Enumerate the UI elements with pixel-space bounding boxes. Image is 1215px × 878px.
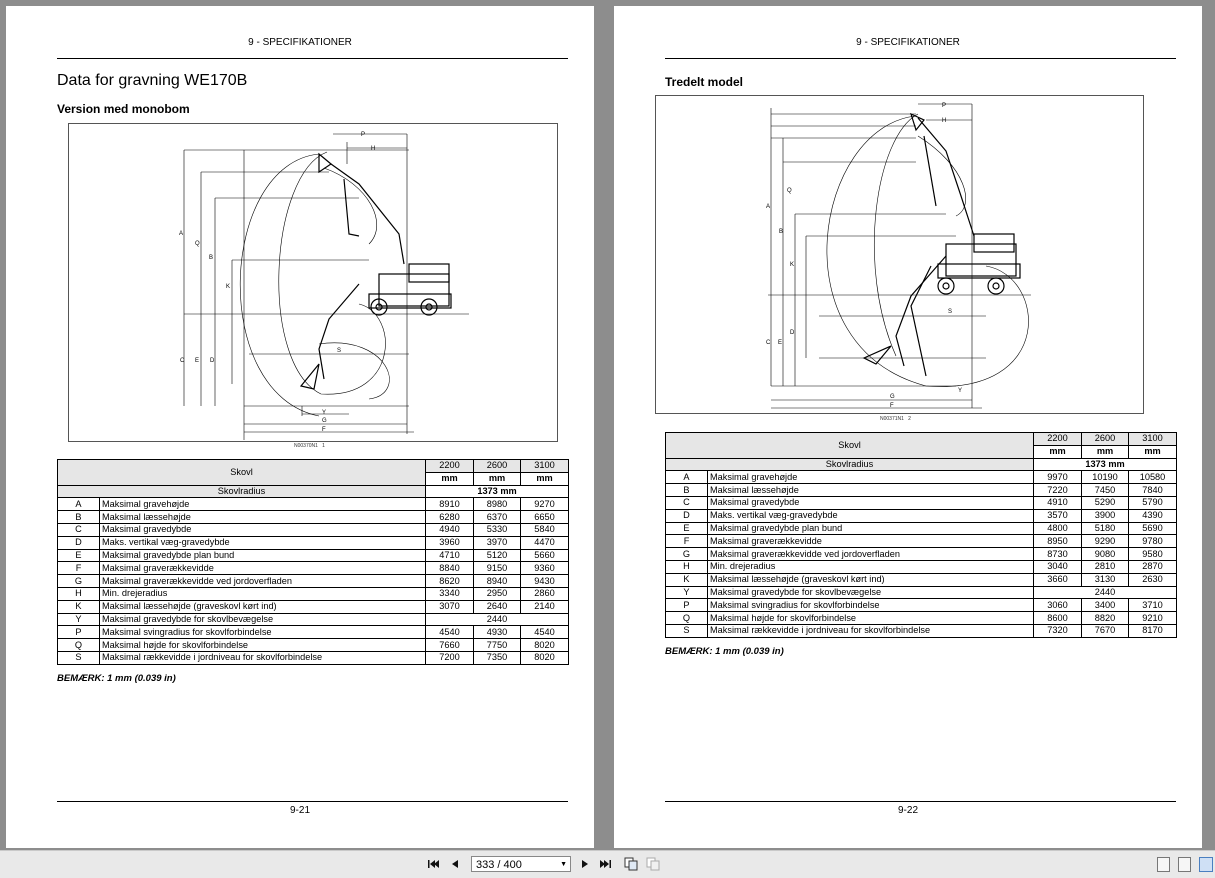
dimension-value: 8600 <box>1034 612 1082 625</box>
dimension-description: Maks. vertikal væg-gravedybde <box>708 509 1034 522</box>
dimension-description: Maksimal graverækkevidde <box>100 562 426 575</box>
dimension-key: S <box>58 651 100 664</box>
svg-text:H: H <box>942 118 947 124</box>
dimension-description: Maksimal svingradius for skovlforbindelse <box>708 599 1034 612</box>
svg-text:D: D <box>210 358 215 364</box>
dimension-key: Y <box>666 586 708 599</box>
continuous-view-icon[interactable] <box>1178 857 1191 872</box>
dimension-description: Maksimal rækkevidde i jordniveau for skovlforbindelse <box>100 651 426 664</box>
dimension-value: 7450 <box>1082 484 1129 497</box>
header-rule <box>57 58 568 59</box>
dimension-value: 4930 <box>474 626 521 639</box>
table-header-row <box>666 433 1177 446</box>
footnote: BEMÆRK: 1 mm (0.039 in) <box>665 646 784 657</box>
dimension-value: 9150 <box>474 562 521 575</box>
svg-text:Y: Y <box>958 388 963 394</box>
page-indicator-select[interactable] <box>471 856 571 872</box>
dimension-key: Y <box>58 613 100 626</box>
dimension-value: 8020 <box>521 639 569 652</box>
dimension-description: Maksimal graverækkevidde ved jordoverfladen <box>100 575 426 588</box>
dimension-key: Q <box>58 639 100 652</box>
bucket-size-header: 2200 <box>426 460 474 473</box>
unit-cell: mm <box>1034 445 1082 458</box>
table-row <box>58 562 569 575</box>
dimension-value: 2440 <box>426 613 569 626</box>
dimension-description: Maksimal gravedybde for skovlbevægelse <box>100 613 426 626</box>
table-row <box>58 587 569 600</box>
dimension-value: 7750 <box>474 639 521 652</box>
dimension-value: 3060 <box>1034 599 1082 612</box>
dimension-value: 8940 <box>474 575 521 588</box>
dimension-value: 4390 <box>1129 509 1177 522</box>
table-row <box>58 651 569 664</box>
dimension-value: 2810 <box>1082 560 1129 573</box>
dimension-value: 6370 <box>474 511 521 524</box>
svg-text:S: S <box>948 309 953 315</box>
dimension-value: 9360 <box>521 562 569 575</box>
svg-text:G: G <box>322 418 327 424</box>
footer-rule <box>57 801 568 802</box>
dimension-value: 4540 <box>521 626 569 639</box>
dimension-description: Maksimal gravedybde <box>100 523 426 536</box>
dimension-value: 3960 <box>426 536 474 549</box>
page-number: 9-21 <box>289 805 310 816</box>
running-header: 9 - SPECIFIKATIONER <box>856 37 960 48</box>
svg-text:A: A <box>179 231 184 237</box>
dimension-value: 9780 <box>1129 535 1177 548</box>
table-row <box>666 496 1177 509</box>
dimension-key: D <box>666 509 708 522</box>
section-heading: Tredelt model <box>665 75 744 89</box>
dimension-value: 6280 <box>426 511 474 524</box>
svg-text:F: F <box>322 427 326 433</box>
dimension-value: 3660 <box>1034 573 1082 586</box>
table-row <box>666 535 1177 548</box>
dimension-key: Q <box>666 612 708 625</box>
excavator-diagram-three-piece <box>655 95 1144 414</box>
page-number: 9-22 <box>897 805 918 816</box>
dimension-description: Min. drejeradius <box>100 587 426 600</box>
page-9-21 <box>6 6 594 848</box>
dimension-value: 9970 <box>1034 471 1082 484</box>
dimension-key: F <box>58 562 100 575</box>
single-page-view-icon[interactable] <box>1157 857 1170 872</box>
unit-cell: mm <box>1129 445 1177 458</box>
figure-caption: N00371N1 2 <box>880 416 911 422</box>
dimension-value: 5330 <box>474 523 521 536</box>
section-heading: Version med monobom <box>57 102 190 116</box>
svg-text:C: C <box>766 340 771 346</box>
dimension-key: P <box>58 626 100 639</box>
dimension-value: 5290 <box>1082 496 1129 509</box>
svg-text:H: H <box>371 146 376 152</box>
dimension-value: 2870 <box>1129 560 1177 573</box>
dimension-value: 8820 <box>1082 612 1129 625</box>
dimension-key: C <box>58 523 100 536</box>
dimension-description: Maksimal rækkevidde i jordniveau for skovlforbindelse <box>708 624 1034 637</box>
dimension-value: 8170 <box>1129 624 1177 637</box>
dimension-value: 7670 <box>1082 624 1129 637</box>
table-row <box>666 522 1177 535</box>
table-row <box>666 484 1177 497</box>
svg-text:S: S <box>337 348 342 354</box>
figure-caption: N00370N1 1 <box>294 443 325 449</box>
dimension-value: 3070 <box>426 600 474 613</box>
dimension-description: Maksimal læssehøjde <box>100 511 426 524</box>
table-row <box>666 573 1177 586</box>
dimension-description: Maks. vertikal væg-gravedybde <box>100 536 426 549</box>
radius-value: 1373 mm <box>1034 458 1177 471</box>
dimension-value: 3900 <box>1082 509 1129 522</box>
table-row <box>58 626 569 639</box>
dimension-value: 4540 <box>426 626 474 639</box>
svg-text:K: K <box>790 262 795 268</box>
dimension-value: 7320 <box>1034 624 1082 637</box>
page-indicator-text: 333 / 400 <box>476 859 522 871</box>
radius-label: Skovlradius <box>666 458 1034 471</box>
svg-text:K: K <box>226 284 231 290</box>
dimension-value: 10580 <box>1129 471 1177 484</box>
table-header-row <box>58 460 569 473</box>
dimension-value: 8950 <box>1034 535 1082 548</box>
dimension-value: 5790 <box>1129 496 1177 509</box>
dimension-value: 9430 <box>521 575 569 588</box>
dimension-description: Maksimal højde for skovlforbindelse <box>100 639 426 652</box>
dimension-description: Maksimal svingradius for skovlforbindelse <box>100 626 426 639</box>
svg-text:A: A <box>766 204 771 210</box>
dimension-key: A <box>58 498 100 511</box>
bucket-header: Skovl <box>58 460 426 486</box>
dimension-description: Maksimal gravedybde <box>708 496 1034 509</box>
dimension-key: B <box>58 511 100 524</box>
radius-label: Skovlradius <box>58 485 426 498</box>
svg-text:F: F <box>890 403 894 409</box>
dimension-value: 4910 <box>1034 496 1082 509</box>
dimension-value: 3040 <box>1034 560 1082 573</box>
bucket-size-header: 2200 <box>1034 433 1082 446</box>
excavator-drawing <box>656 96 1143 413</box>
dimension-description: Maksimal gravedybde plan bund <box>708 522 1034 535</box>
running-header: 9 - SPECIFIKATIONER <box>248 37 352 48</box>
dimension-key: H <box>58 587 100 600</box>
unit-cell: mm <box>474 472 521 485</box>
dimension-value: 7350 <box>474 651 521 664</box>
bucket-size-header: 3100 <box>521 460 569 473</box>
dimension-value: 9210 <box>1129 612 1177 625</box>
dimension-key: B <box>666 484 708 497</box>
page-9-22 <box>614 6 1202 848</box>
dimension-value: 3710 <box>1129 599 1177 612</box>
svg-text:B: B <box>779 229 784 235</box>
dimension-value: 4800 <box>1034 522 1082 535</box>
dimension-value: 5660 <box>521 549 569 562</box>
dimension-description: Maksimal læssehøjde (graveskovl kørt ind) <box>708 573 1034 586</box>
svg-text:E: E <box>195 358 200 364</box>
dimension-value: 3130 <box>1082 573 1129 586</box>
table-row <box>58 536 569 549</box>
dimension-value: 4940 <box>426 523 474 536</box>
excavator-diagram-monoboom <box>68 123 558 442</box>
table-row <box>58 498 569 511</box>
svg-text:Q: Q <box>787 188 792 194</box>
dimension-value: 5840 <box>521 523 569 536</box>
dimension-description: Maksimal gravedybde for skovlbevægelse <box>708 586 1034 599</box>
header-rule <box>665 58 1176 59</box>
dimension-description: Maksimal gravedybde plan bund <box>100 549 426 562</box>
dimension-key: F <box>666 535 708 548</box>
table-row <box>666 586 1177 599</box>
dimension-value: 2640 <box>474 600 521 613</box>
dimension-description: Min. drejeradius <box>708 560 1034 573</box>
next-page-icon[interactable] <box>578 857 592 871</box>
unit-cell: mm <box>426 472 474 485</box>
prev-page-icon[interactable] <box>448 857 462 871</box>
unit-cell: mm <box>521 472 569 485</box>
dimension-value: 5120 <box>474 549 521 562</box>
dimension-value: 7200 <box>426 651 474 664</box>
dimension-key: K <box>666 573 708 586</box>
dimension-value: 9290 <box>1082 535 1129 548</box>
radius-value: 1373 mm <box>426 485 569 498</box>
svg-text:P: P <box>942 103 947 109</box>
page-title: Data for gravning WE170B <box>57 72 248 89</box>
dimension-value: 3970 <box>474 536 521 549</box>
svg-text:E: E <box>778 340 783 346</box>
bucket-size-header: 2600 <box>1082 433 1129 446</box>
table-row <box>58 549 569 562</box>
table-row <box>666 548 1177 561</box>
excavator-drawing <box>69 124 557 441</box>
viewer-toolbar <box>0 850 1215 878</box>
dimension-value: 4470 <box>521 536 569 549</box>
table-row <box>666 624 1177 637</box>
table-row <box>58 600 569 613</box>
table-row <box>666 612 1177 625</box>
dimension-key: E <box>666 522 708 535</box>
svg-text:Y: Y <box>322 410 327 416</box>
svg-text:G: G <box>890 394 895 400</box>
dimension-value: 9080 <box>1082 548 1129 561</box>
svg-text:C: C <box>180 358 185 364</box>
dimension-key: K <box>58 600 100 613</box>
dimension-value: 8910 <box>426 498 474 511</box>
chevron-down-icon: ▼ <box>560 861 567 868</box>
dimension-value: 9270 <box>521 498 569 511</box>
dimension-value: 2860 <box>521 587 569 600</box>
dimension-description: Maksimal graverækkevidde ved jordoverfladen <box>708 548 1034 561</box>
dimension-value: 8730 <box>1034 548 1082 561</box>
dimension-key: E <box>58 549 100 562</box>
dimension-value: 8620 <box>426 575 474 588</box>
dimension-key: G <box>666 548 708 561</box>
radius-row <box>666 458 1177 471</box>
two-page-view-icon[interactable] <box>1199 857 1213 872</box>
radius-row <box>58 485 569 498</box>
dimension-value: 3570 <box>1034 509 1082 522</box>
dimension-key: P <box>666 599 708 612</box>
table-row <box>58 523 569 536</box>
dimension-key: C <box>666 496 708 509</box>
table-row <box>666 509 1177 522</box>
dimension-value: 2440 <box>1034 586 1177 599</box>
last-page-icon[interactable] <box>599 857 613 871</box>
table-row <box>58 511 569 524</box>
unit-cell: mm <box>1082 445 1129 458</box>
dimension-description: Maksimal højde for skovlforbindelse <box>708 612 1034 625</box>
dimension-key: A <box>666 471 708 484</box>
dimension-value: 6650 <box>521 511 569 524</box>
dimension-value: 9580 <box>1129 548 1177 561</box>
dimension-value: 8840 <box>426 562 474 575</box>
spec-table-monoboom <box>57 459 569 665</box>
dimension-key: G <box>58 575 100 588</box>
dimension-description: Maksimal gravehøjde <box>100 498 426 511</box>
table-row <box>58 613 569 626</box>
dimension-value: 2140 <box>521 600 569 613</box>
footer-rule <box>665 801 1176 802</box>
dimension-value: 7840 <box>1129 484 1177 497</box>
bucket-header: Skovl <box>666 433 1034 459</box>
dimension-value: 3400 <box>1082 599 1129 612</box>
table-row <box>58 575 569 588</box>
dimension-description: Maksimal graverækkevidde <box>708 535 1034 548</box>
svg-text:Q: Q <box>195 241 200 247</box>
copy-page-icon[interactable] <box>624 857 638 871</box>
svg-text:P: P <box>361 132 366 138</box>
table-row <box>58 639 569 652</box>
table-row <box>666 560 1177 573</box>
dimension-description: Maksimal læssehøjde (graveskovl kørt ind) <box>100 600 426 613</box>
dimension-description: Maksimal gravehøjde <box>708 471 1034 484</box>
dimension-value: 5690 <box>1129 522 1177 535</box>
dimension-key: S <box>666 624 708 637</box>
spec-table-three-piece <box>665 432 1177 638</box>
svg-text:D: D <box>790 330 795 336</box>
svg-text:B: B <box>209 255 214 261</box>
dimension-key: H <box>666 560 708 573</box>
dimension-value: 8020 <box>521 651 569 664</box>
dimension-value: 7660 <box>426 639 474 652</box>
bucket-size-header: 2600 <box>474 460 521 473</box>
first-page-icon[interactable] <box>426 857 440 871</box>
footnote: BEMÆRK: 1 mm (0.039 in) <box>57 673 176 684</box>
dimension-value: 8980 <box>474 498 521 511</box>
dimension-value: 5180 <box>1082 522 1129 535</box>
dimension-value: 2950 <box>474 587 521 600</box>
paste-page-icon[interactable] <box>646 857 660 871</box>
table-row <box>666 599 1177 612</box>
bucket-size-header: 3100 <box>1129 433 1177 446</box>
dimension-value: 7220 <box>1034 484 1082 497</box>
table-row <box>666 471 1177 484</box>
dimension-value: 3340 <box>426 587 474 600</box>
dimension-value: 4710 <box>426 549 474 562</box>
dimension-key: D <box>58 536 100 549</box>
dimension-value: 2630 <box>1129 573 1177 586</box>
dimension-description: Maksimal læssehøjde <box>708 484 1034 497</box>
dimension-value: 10190 <box>1082 471 1129 484</box>
